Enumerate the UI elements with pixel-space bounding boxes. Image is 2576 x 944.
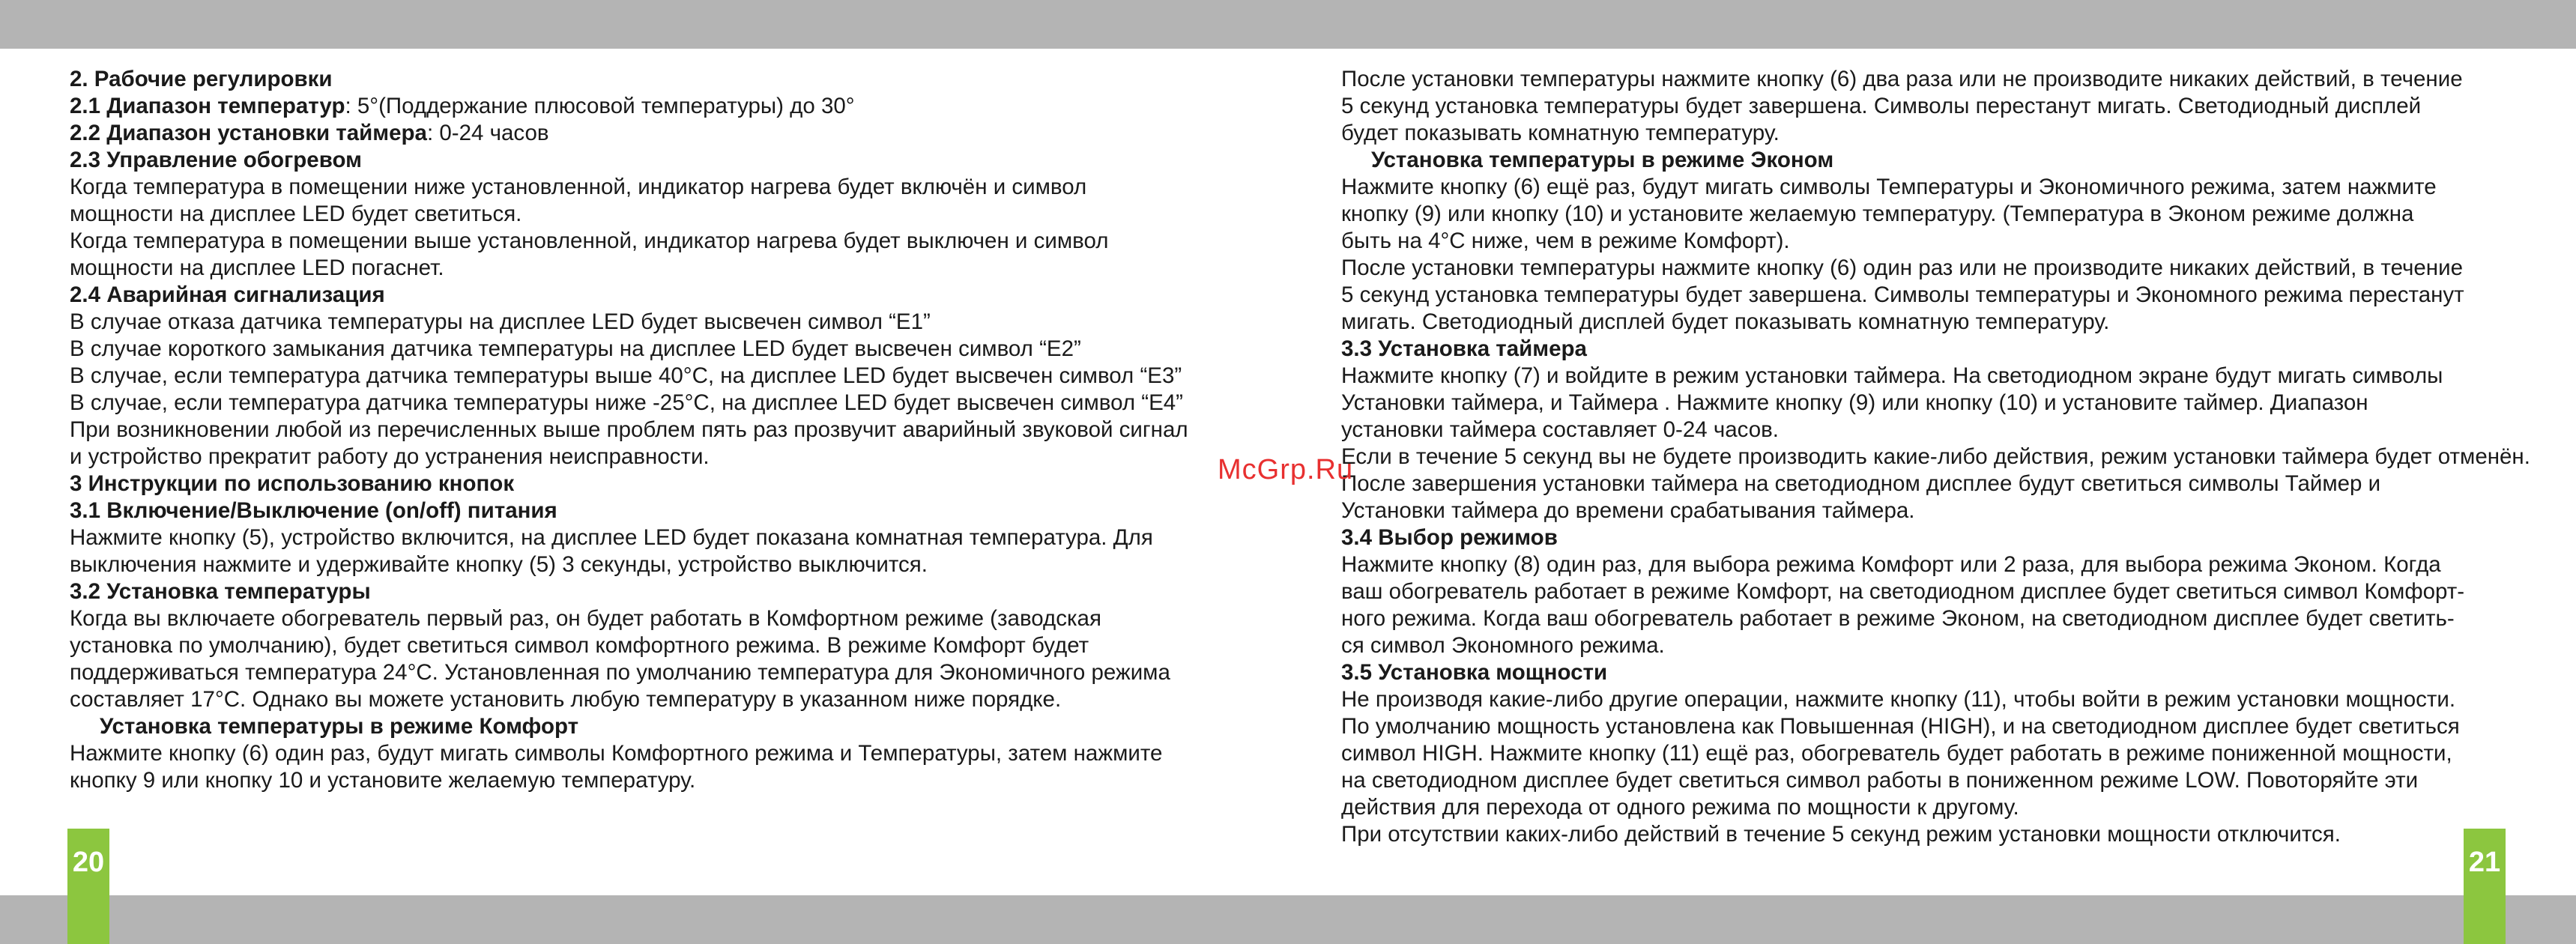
text-line: 3.2 Установка температуры xyxy=(70,579,371,604)
text-line: 3.5 Установка мощности xyxy=(1341,660,1608,685)
text-line: быть на 4°C ниже, чем в режиме Комфорт). xyxy=(1341,229,1790,253)
text-line: 3.1 Включение/Выключение (on/off) питания xyxy=(70,498,557,523)
text-line: мигать. Светодиодный дисплей будет показывать комнатную температуру. xyxy=(1341,309,2110,334)
text-line: 2.4 Аварийная сигнализация xyxy=(70,282,385,307)
text-line xyxy=(70,120,1188,147)
text-line: Установки таймера, и Таймера . Нажмите кнопку (9) или кнопку (10) и установите таймер. Диапазон xyxy=(1341,390,2368,415)
line-value: : 0-24 часов xyxy=(426,121,549,145)
text-line: 5 секунд установка температуры будет завершена. Символы температуры и Экономного режима перестанут xyxy=(1341,282,2464,307)
text-line: мощности на дисплее LED погаснет. xyxy=(70,255,444,280)
text-line: Нажмите кнопку (7) и войдите в режим установки таймера. На светодиодном экране будут мигать символы xyxy=(1341,363,2443,388)
text-line: ся символ Экономного режима. xyxy=(1341,633,1665,658)
text-line: 2. Рабочие регулировки xyxy=(70,67,333,91)
text-line: Установка температуры в режиме Комфорт xyxy=(100,714,579,739)
text-line: выключения нажмите и удерживайте кнопку (5) 3 секунды, устройство выключится. xyxy=(70,552,928,577)
text-line: и устройство прекратит работу до устранения неисправности. xyxy=(70,444,710,469)
text-line: При возникновении любой из перечисленных выше проблем пять раз прозвучит аварийный звуковой сигнал xyxy=(70,417,1188,442)
text-line: будет показывать комнатную температуру. xyxy=(1341,121,1780,145)
text-line: 2.3 Управление обогревом xyxy=(70,148,362,172)
text-line: установка по умолчанию), будет светиться символ комфортного режима. В режиме Комфорт будет xyxy=(70,633,1089,658)
text-line: кнопку (9) или кнопку (10) и установите желаемую температуру. (Температура в Эконом режиме должна xyxy=(1341,202,2414,226)
text-line: После установки температуры нажмите кнопку (6) два раза или не производите никаких действий, в течение xyxy=(1341,67,2463,91)
text-line: Если в течение 5 секунд вы не будете производить какие-либо действия, режим установки таймера будет отменён. xyxy=(1341,444,2530,469)
text-line: мощности на дисплее LED будет светиться. xyxy=(70,202,522,226)
text-line: установки таймера составляет 0-24 часов. xyxy=(1341,417,1779,442)
text-line: 3 Инструкции по использованию кнопок xyxy=(70,471,515,496)
text-line: действия для перехода от одного режима по мощности к другому. xyxy=(1341,795,2019,820)
text-line: 3.3 Установка таймера xyxy=(1341,336,1587,361)
watermark: McGrp.Ru xyxy=(1218,454,1354,485)
bottom-gray-band xyxy=(0,895,2576,944)
text-line: Нажмите кнопку (6) ещё раз, будут мигать символы Температуры и Экономичного режима, затем нажмите xyxy=(1341,175,2437,199)
text-line: В случае отказа датчика температуры на дисплее LED будет высвечен символ “E1” xyxy=(70,309,931,334)
page-number-right: 21 xyxy=(2464,829,2506,944)
text-line: поддерживаться температура 24°C. Установленная по умолчанию температура для Экономичного режима xyxy=(70,660,1170,685)
top-gray-band xyxy=(0,0,2576,49)
text-line: составляет 17°C. Однако вы можете установить любую температуру в указанном ниже порядке. xyxy=(70,687,1062,712)
text-line: 3.4 Выбор режимов xyxy=(1341,525,1558,550)
text-line: После завершения установки таймера на светодиодном дисплее будут светиться символы Таймер и xyxy=(1341,471,2381,496)
left-page-text xyxy=(70,66,1188,794)
text-line: 5 секунд установка температуры будет завершена. Символы перестанут мигать. Светодиодный дисплей xyxy=(1341,94,2422,118)
text-line: По умолчанию мощность установлена как Повышенная (HIGH), и на светодиодном дисплее будет светиться xyxy=(1341,714,2460,739)
text-line: Когда температура в помещении выше установленной, индикатор нагрева будет выключен и символ xyxy=(70,229,1109,253)
text-line: В случае короткого замыкания датчика температуры на дисплее LED будет высвечен символ “E2” xyxy=(70,336,1081,361)
line-value: : 5°(Поддержание плюсовой температуры) до 30° xyxy=(345,94,855,118)
text-line: на светодиодном дисплее будет светиться символ работы в пониженном режиме LOW. Повоторяйте эти xyxy=(1341,768,2419,793)
text-line: Когда вы включаете обогреватель первый раз, он будет работать в Комфортном режиме (заводская xyxy=(70,606,1101,631)
page-number-left: 20 xyxy=(67,829,109,944)
text-line: Нажмите кнопку (5), устройство включится, на дисплее LED будет показана комнатная температура. Для xyxy=(70,525,1153,550)
text-line: ного режима. Когда ваш обогреватель работает в режиме Эконом, на светодиодном дисплее будет светить- xyxy=(1341,606,2455,631)
text-line: Когда температура в помещении ниже установленной, индикатор нагрева будет включён и символ xyxy=(70,175,1087,199)
text-line: При отсутствии каких-либо действий в течение 5 секунд режим установки мощности отключится. xyxy=(1341,822,2341,847)
text-line: После установки температуры нажмите кнопку (6) один раз или не производите никаких действий, в течение xyxy=(1341,255,2463,280)
text-line: Не производя какие-либо другие операции, нажмите кнопку (11), чтобы войти в режим установки мощности. xyxy=(1341,687,2456,712)
text-line: кнопку 9 или кнопку 10 и установите желаемую температуру. xyxy=(70,768,696,793)
text-line xyxy=(70,93,1188,120)
text-line: Нажмите кнопку (6) один раз, будут мигать символы Комфортного режима и Температуры, затем нажмите xyxy=(70,741,1163,766)
text-line: ваш обогреватель работает в режиме Комфорт, на светодиодном дисплее будет светиться символ Комфорт- xyxy=(1341,579,2465,604)
line-label: 2.1 Диапазон температур xyxy=(70,94,345,118)
line-label: 2.2 Диапазон установки таймера xyxy=(70,121,427,145)
text-line: Установка температуры в режиме Эконом xyxy=(1371,148,1834,172)
text-line: Установки таймера до времени срабатывания таймера. xyxy=(1341,498,1915,523)
text-line: В случае, если температура датчика температуры выше 40°C, на дисплее LED будет высвечен символ “E3” xyxy=(70,363,1182,388)
text-line: В случае, если температура датчика температуры ниже -25°C, на дисплее LED будет высвечен символ “E4” xyxy=(70,390,1183,415)
text-line: символ HIGH. Нажмите кнопку (11) ещё раз, обогреватель будет работать в режиме пониженной мощности, xyxy=(1341,741,2452,766)
text-line: Нажмите кнопку (8) один раз, для выбора режима Комфорт или 2 раза, для выбора режима Эконом. Когда xyxy=(1341,552,2441,577)
right-page-text xyxy=(1341,66,2530,848)
